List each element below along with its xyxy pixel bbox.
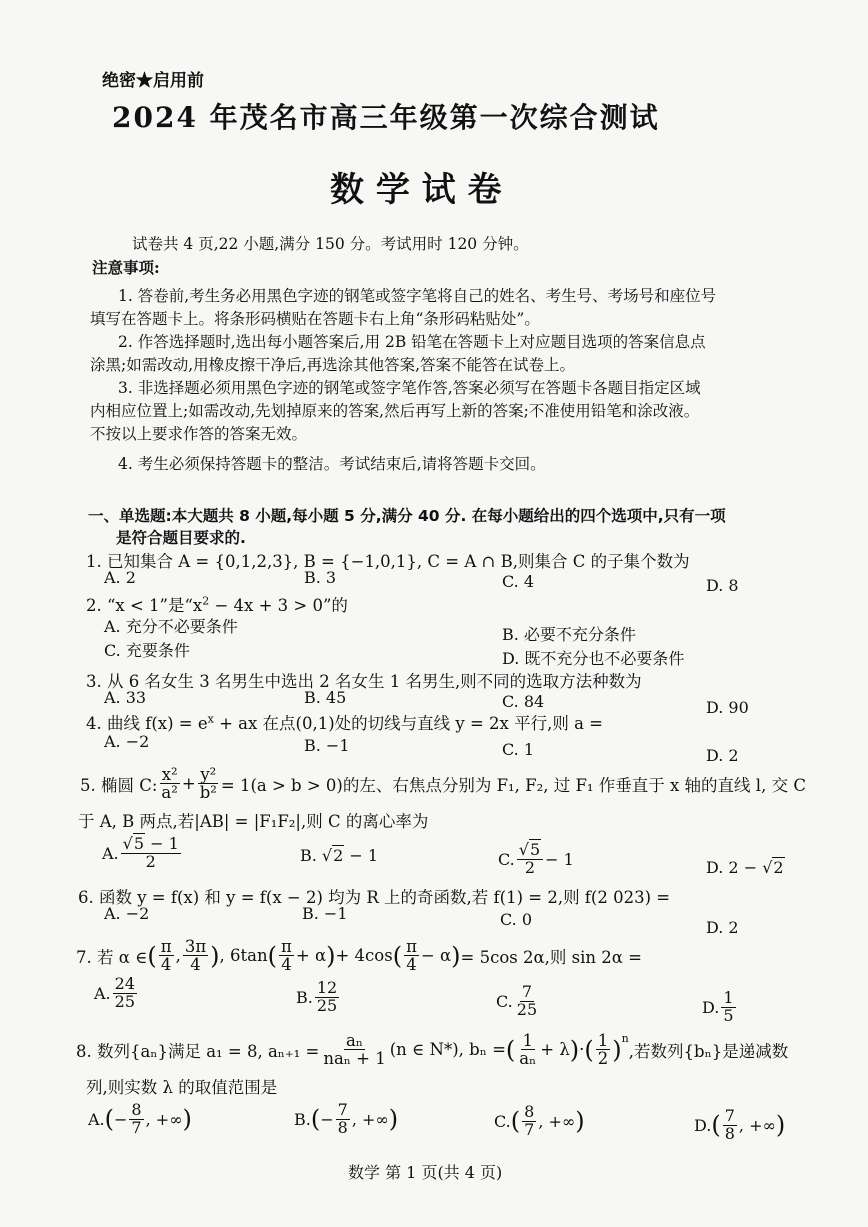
page-footer: 数学 第 1 页(共 4 页) — [348, 1163, 503, 1182]
notice-item-3-line-1: 3. 非选择题必须用黑色字迹的钢笔或签字笔作答,答案必须写在答题卡各题目指定区域 — [118, 379, 701, 397]
question-2-option-b: B. 必要不充分条件 — [502, 625, 636, 644]
notice-item-1-line-2: 填写在答题卡上。将条形码横贴在答题卡右上角“条形码粘贴处”。 — [90, 310, 540, 328]
question-1-option-c: C. 4 — [502, 572, 535, 591]
question-2-option-c: C. 充要条件 — [104, 641, 190, 660]
question-1-stem: 1. 已知集合 A = {0,1,2,3}, B = {−1,0,1}, C = A ∩ B,则集合 C 的子集个数为 — [86, 552, 690, 571]
notice-item-3-line-3: 不按以上要求作答的答案无效。 — [90, 425, 308, 443]
question-8-option-a: A. ( − $\frac{8}{7}$ , +∞ ) — [88, 1100, 192, 1137]
subject-title: 数 学 试 卷 — [330, 170, 502, 210]
question-5-option-c: C. $\frac{√5}{2}$ − 1 — [498, 840, 574, 877]
question-5-stem: 5. 椭圆 C: $\frac{\text{x²}}{\text{a²}}$ + $\frac{\text{y²}}{\text{b²}}$ = 1(a > b > 0)的左、右焦点分别为 F₁, F₂, 过 F₁ 作垂直于 x 轴的直线 l, 交 C — [80, 765, 806, 803]
notice-item-2-line-1: 2. 作答选择题时,选出每小题答案后,用 2B 铅笔在答题卡上对应题目选项的答案信息点 — [118, 333, 706, 351]
question-3-option-d: D. 90 — [706, 698, 749, 717]
question-3-option-a: A. 33 — [104, 688, 147, 707]
section-heading-line-2: 是符合题目要求的. — [116, 529, 246, 547]
question-5-option-b: B. √2 − 1 — [300, 846, 379, 865]
notice-item-2-line-2: 涂黑;如需改动,用橡皮擦干净后,再选涂其他答案,答案不能答在试卷上。 — [90, 356, 576, 374]
question-3-option-b: B. 45 — [304, 688, 347, 707]
question-7-option-c: C. $\frac{7}{25}$ — [496, 982, 538, 1019]
question-6-option-b: B. −1 — [302, 904, 348, 923]
notice-item-4: 4. 考生必须保持答题卡的整洁。考试结束后,请将答题卡交回。 — [118, 455, 546, 473]
question-5-option-d: D. 2 − √2 — [706, 858, 784, 877]
question-6-option-a: A. −2 — [104, 904, 150, 923]
question-4-stem: 4. 曲线 $f(x) = e^x$ + ax 在点(0,1)处的切线与直线 y = 2x 平行,则 a = — [86, 712, 603, 733]
question-8-stem-line-2: 列,则实数 λ 的取值范围是 — [86, 1078, 278, 1097]
question-7-stem: 7. 若 α ∈ ( $\frac{\pi}{4}$ , $\frac{3\pi}{4}$ ) , 6tan ( $\frac{\pi}{4}$ + α ) + 4cos ( $\frac{\pi}{4}$ − α ) = 5cos 2α,则 sin 2α = — [76, 937, 642, 975]
intro-text: 试卷共 4 页,22 小题,满分 150 分。考试用时 120 分钟。 — [132, 235, 529, 253]
question-2-stem: 2. “x < 1”是“$x^2 - 4x + 3 > 0$”的 — [86, 594, 348, 615]
question-8-option-d: D. ( $\frac{7}{8}$ , +∞ ) — [694, 1106, 786, 1143]
question-4-option-c: C. 1 — [502, 740, 535, 759]
question-4-option-b: B. −1 — [304, 736, 350, 755]
question-1-option-a: A. 2 — [104, 568, 136, 587]
question-6-stem: 6. 函数 y = f(x) 和 y = f(x − 2) 均为 R 上的奇函数,若 f(1) = 2,则 f(2 023) = — [78, 888, 671, 907]
question-1-option-d: D. 8 — [706, 576, 739, 595]
question-7-option-a: A. $\frac{24}{25}$ — [94, 974, 135, 1011]
question-8-option-b: B. ( − $\frac{7}{8}$ , +∞ ) — [294, 1100, 399, 1137]
notice-item-3-line-2: 内相应位置上;如需改动,先划掉原来的答案,然后再写上新的答案;不准使用铅笔和涂改液。 — [90, 402, 700, 420]
question-2-option-a: A. 充分不必要条件 — [104, 617, 238, 636]
question-4-option-a: A. −2 — [104, 732, 150, 751]
question-5-stem-line-2: 于 A, B 两点,若|AB| = |F₁F₂|,则 C 的离心率为 — [78, 812, 429, 831]
question-1-option-b: B. 3 — [304, 568, 337, 587]
question-7-option-d: D. $\frac{1}{5}$ — [702, 988, 734, 1025]
question-6-option-d: D. 2 — [706, 918, 739, 937]
question-8-stem: 8. 数列{aₙ}满足 a₁ = 8, aₙ₊₁ = $\frac{\text{aₙ}}{\text{naₙ + 1}}$ (n ∈ N*), bₙ = ( $\frac{1}{\text{aₙ}}$ + λ ) · ( $\frac{1}{2}$ ) $^n$ ,若数列{bₙ}是递减数 — [76, 1031, 789, 1069]
question-7-option-b: B. $\frac{12}{25}$ — [296, 978, 338, 1015]
question-3-stem: 3. 从 6 名女生 3 名男生中选出 2 名女生 1 名男生,则不同的选取方法种数为 — [86, 672, 642, 691]
section-heading-line-1: 一、单选题:本大题共 8 小题,每小题 5 分,满分 40 分. 在每小题给出的四个选项中,只有一项 — [88, 507, 726, 525]
question-3-option-c: C. 84 — [502, 692, 545, 711]
notice-heading: 注意事项: — [92, 258, 160, 277]
confidential-mark: 绝密★启用前 — [102, 71, 204, 91]
question-4-option-d: D. 2 — [706, 746, 739, 765]
notice-item-1-line-1: 1. 答卷前,考生务必用黑色字迹的钢笔或签字笔将自己的姓名、考生号、考场号和座位号 — [118, 287, 717, 305]
exam-title: 2024 年茂名市高三年级第一次综合测试 — [112, 101, 660, 134]
question-5-option-a: A. $\frac{√5 - 1}{2}$ — [102, 834, 179, 871]
question-2-option-d: D. 既不充分也不必要条件 — [502, 649, 685, 668]
question-8-option-c: C. ( $\frac{8}{7}$ , +∞ ) — [494, 1102, 585, 1139]
question-6-option-c: C. 0 — [500, 910, 533, 929]
